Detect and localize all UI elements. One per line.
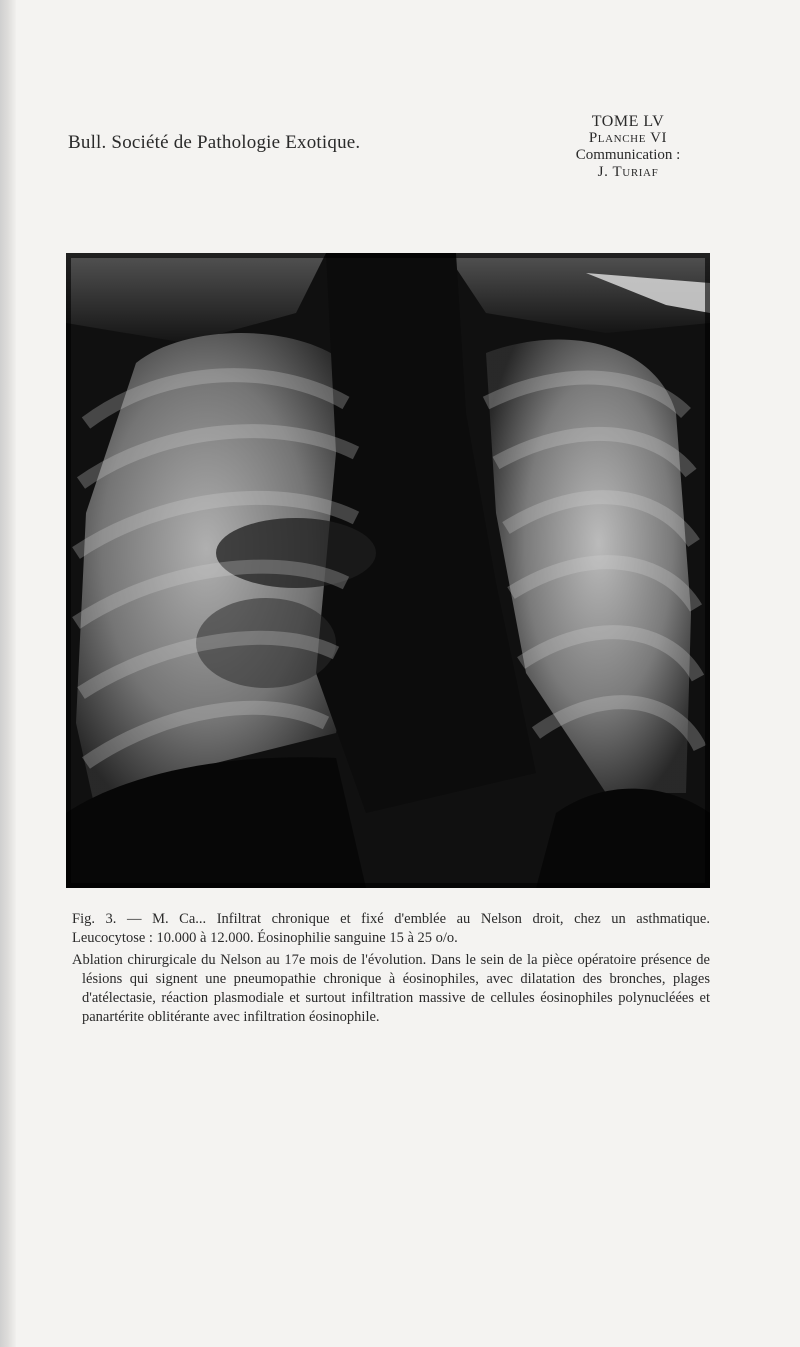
caption-figure-line: Fig. 3. — M. Ca... Infiltrat chronique et fixé d'emblée au Nelson droit, chez un asthmatique. [72, 911, 710, 927]
xray-graphic [66, 253, 710, 888]
caption-paragraph: Ablation chirurgicale du Nelson au 17e mois de l'évolution. Dans le sein de la pièce opératoire présence de lésions qui signent une pneumopathie chronique à éosinophiles, avec dilatation des bronches, plages d'atélectasie, réaction plasmodiale et surtout infiltration massive de cellules éosinophiles polynucléées et panartérite oblitérante avec infiltration éosinophile. [72, 952, 710, 1025]
author-label: J. Turiaf [597, 164, 659, 180]
caption-leucocytose-line: Leucocytose : 10.000 à 12.000. Éosinophilie sanguine 15 à 25 o/o. [72, 930, 458, 946]
tome-label: TOME LV [591, 113, 665, 130]
figure-caption [72, 910, 710, 1027]
plate-info [538, 113, 718, 181]
chest-xray-image [66, 253, 710, 888]
planche-label: Planche VI [588, 130, 668, 146]
journal-title: Bull. Société de Pathologie Exotique. [68, 132, 361, 153]
communication-label: Communication : [575, 147, 681, 163]
page-binding-edge [0, 0, 16, 1347]
